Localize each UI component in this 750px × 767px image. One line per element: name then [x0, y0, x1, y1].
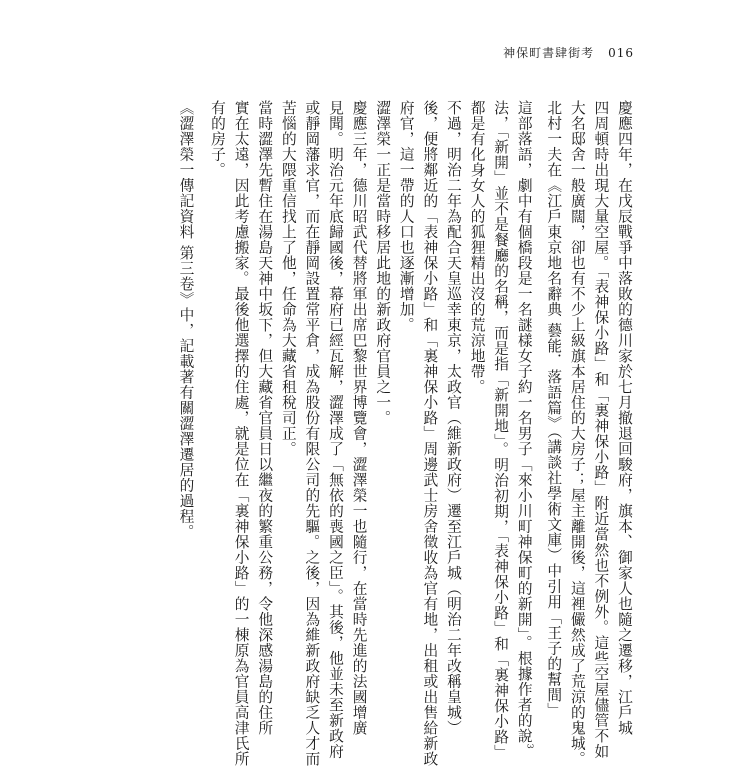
- text-line-1: 慶應四年，在戊辰戰爭中落敗的德川家於七月撤退回駿府，旗本、御家人也隨之遷移，江戶城: [616, 100, 633, 736]
- footnote-marker: 3: [525, 743, 535, 749]
- text-line-7: 都是有化身女人的狐狸精出沒的荒涼地帶。: [468, 100, 486, 395]
- running-header: [503, 44, 634, 61]
- vertical-body-text: [116, 100, 636, 767]
- paragraph-gap: [197, 100, 205, 680]
- text-line-5-body: 這部落語，劇中有個橋段是一名謎樣女子約一名男子「來小川町神保町的新開」。根據作者的說: [515, 100, 533, 744]
- text-line-5: [512, 100, 541, 749]
- text-line-3: 大名邸舍一般廣闊，卻也有不少上級旗本居住的大房子；屋主離開後，這裡儼然成了荒涼的鬼城。: [568, 100, 586, 767]
- text-line-9: 後，便將鄰近的「表神保小路」和「裏神保小路」周邊武士房舍徵收為官有地，出租或出售給新政: [421, 100, 439, 767]
- page-number: 016: [608, 46, 634, 60]
- text-line-15: 苦惱的大隈重信找上了他，任命為大藏省租稅司正。: [279, 100, 297, 457]
- text-line-19: 《澀澤榮一傳記資料 第三卷》中，記載著有關澀澤遷居的過程。: [177, 100, 195, 540]
- text-line-4: 北村一夫在《江戶東京地名辭典 藝能．落語篇》（講談社學術文庫）中引用「王子的幫間」: [545, 100, 563, 719]
- text-line-10: 府官，這一帶的人口也逐漸增加。: [397, 100, 415, 333]
- text-line-12: 慶應三年，德川昭武代替將軍出席巴黎世界博覽會，澀澤榮一也隨行，在當時先進的法國增廣: [350, 100, 368, 736]
- text-line-18: 有的房子。: [209, 100, 227, 178]
- text-line-11: 澀澤榮一正是當時移居此地的新政府官員之一。: [374, 100, 392, 426]
- text-line-6: 法，「新開」並不是餐廳的名稱，而是指「新開地」。明治初期，「表神保小路」和「裏神保小路」: [492, 100, 510, 760]
- text-line-13: 見聞。明治元年底歸國後，幕府已經瓦解，澀澤成了「無依的喪國之臣」。其後，他並未至新政府: [326, 100, 344, 760]
- text-line-14: 或靜岡藩求官，而在靜岡設置常平倉，成為股份有限公司的先驅。之後，因為維新政府缺乏人才而: [303, 100, 321, 767]
- running-title: 神保町書肆街考: [503, 46, 595, 60]
- text-line-17: 實在太遠，因此考慮搬家。最後他選擇的住處，就是位在「裏神保小路」的一棟原為官員高津氏所: [232, 100, 250, 767]
- text-line-2: 四周頓時出現大量空屋。「表神保小路」和「裏神保小路」附近當然也不例外。這些空屋儘管不如: [592, 100, 610, 760]
- text-line-16: 當時澀澤先暫住在湯島天神中坂下，但大藏省官員日以繼夜的繁重公務，令他深感湯島的住所: [256, 100, 274, 736]
- text-line-8: 不過，明治二年為配合天皇巡幸東京，太政官（維新政府）遷至江戶城（明治二年改稱皇城）: [444, 100, 462, 736]
